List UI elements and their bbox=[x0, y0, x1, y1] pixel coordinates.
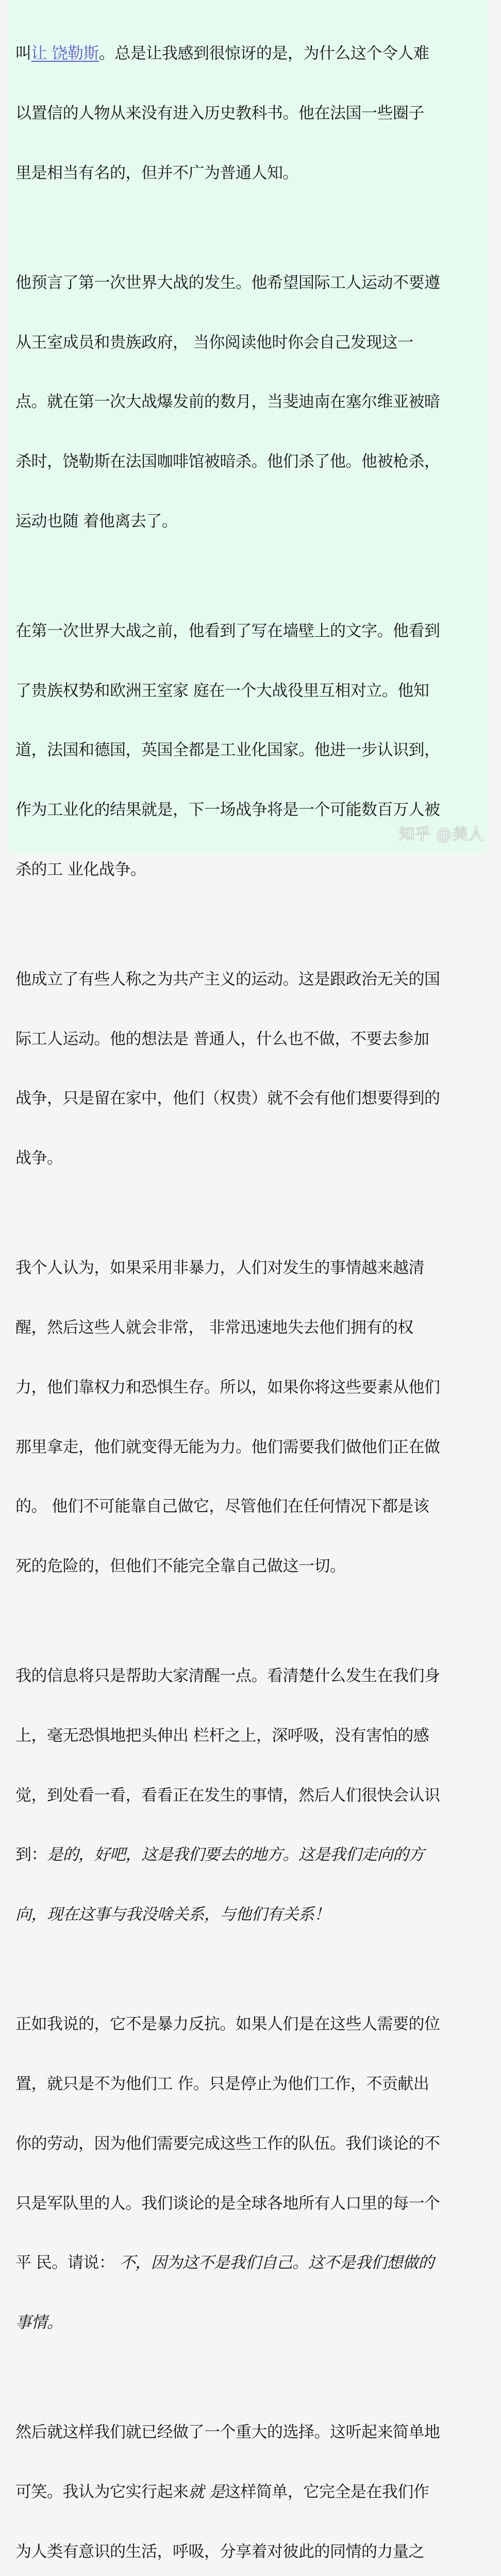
jaures-link[interactable]: 让 饶勒斯 bbox=[31, 44, 99, 63]
paragraph-4-line-1: 他成立了有些人称之为共产主义的运动。这是跟政治无关的国 bbox=[15, 970, 440, 989]
paragraph-7-line-5-text-a: 平 民。请说： bbox=[15, 2253, 120, 2273]
paragraph-8-line-3: 为人类有意识的生活，呼吸，分享着对彼此的同情的力量之 bbox=[15, 2542, 424, 2561]
paragraph-5-line-4: 那里拿走，他们就变得无能为力。他们需要我们做他们正在做 bbox=[15, 1437, 440, 1456]
paragraph-3 bbox=[15, 582, 490, 920]
paragraph-2-line-1: 他预言了第一次世界大战的发生。他希望国际工人运动不要遵 bbox=[15, 273, 440, 292]
paragraph-8 bbox=[15, 2383, 490, 2576]
paragraph-3-line-1: 在第一次世界大战之前，他看到了写在墙壁上的文字。他看到 bbox=[15, 621, 440, 640]
paragraph-6-line-2: 上，毫无恐惧地把头伸出 栏杆之上，深呼吸，没有害怕的感 bbox=[15, 1726, 429, 1745]
paragraph-5-line-5: 的。 他们不可能靠自己做它，尽管他们在任何情况下都是该 bbox=[15, 1497, 429, 1516]
paragraph-8-line-1: 然后就这样我们就已经做了一个重大的选择。这听起来简单地 bbox=[15, 2423, 440, 2442]
paragraph-7-line-4: 只是军队里的人。我们谈论的是全球各地所有人口里的每一个 bbox=[15, 2194, 440, 2213]
paragraph-3-line-4: 作为工业化的结果就是，下一场战争将是一个可能数百万人被 bbox=[15, 801, 440, 820]
paragraph-5-line-2: 醒，然后这些人就会非常， 非常迅速地失去他们拥有的权 bbox=[15, 1318, 413, 1337]
paragraph-1-line-3: 里是相当有名的，但并不广为普通人知。 bbox=[15, 163, 298, 182]
paragraph-8-line-2-text-a: 可笑。我认为它实行起来 bbox=[15, 2482, 189, 2501]
paragraph-1-line-2: 以置信的人物从来没有进入历史教科书。他在法国一些圈子 bbox=[15, 104, 424, 123]
paragraph-4-line-4: 战争。 bbox=[15, 1149, 63, 1168]
paragraph-3-line-3: 道，法国和德国，英国全都是工业化国家。他进一步认识到， bbox=[15, 741, 440, 760]
paragraph-8-line-2-text-c: 这样简单，它完全是在我们作 bbox=[224, 2482, 429, 2501]
paragraph-4-line-2: 际工人运动。他的想法是 普通人，什么也不做，不要去参加 bbox=[15, 1029, 429, 1048]
paragraph-6-line-4 bbox=[15, 1845, 490, 1865]
paragraph-1-line-1-text-b: 。总是让我感到很惊讶的是，为什么这个令人难 bbox=[98, 44, 429, 63]
paragraph-6-italic-quote-a: 是的，好吧，这是我们要去的地方。这是我们走向的方 bbox=[47, 1845, 424, 1865]
paragraph-6 bbox=[15, 1626, 490, 1964]
paragraph-7-line-3: 你的劳动，因为他们需要完成这些工作的队伍。我们谈论的不 bbox=[15, 2134, 440, 2153]
paragraph-3-line-2: 了贵族权势和欧洲王室家 庭在一个大战役里互相对立。他知 bbox=[15, 681, 429, 700]
paragraph-8-italic-emphasis: 就 是 bbox=[188, 2482, 225, 2501]
zhihu-watermark: 知乎 @美人 bbox=[399, 825, 485, 843]
paragraph-5 bbox=[15, 1218, 490, 1616]
paragraph-2-line-4: 杀时，饶勒斯在法国咖啡馆被暗杀。他们杀了他。他被枪杀， bbox=[15, 452, 440, 471]
paragraph-2-line-2: 从王室成员和贵族政府， 当你阅读他时你会自己发现这一 bbox=[15, 333, 413, 352]
paragraph-7-line-2: 置，就只是不为他们工 作。只是停止为他们工作，不贡献出 bbox=[15, 2074, 429, 2093]
paragraph-5-line-1: 我个人认为，如果采用非暴力，人们对发生的事情越来越清 bbox=[15, 1259, 424, 1278]
paragraph-7-line-1: 正如我说的，它不是暴力反抗。如果人们是在这些人需要的位 bbox=[15, 2015, 440, 2034]
paragraph-7 bbox=[15, 1975, 490, 2372]
paragraph-5-line-3: 力，他们靠权力和恐惧生存。所以，如果你将这些要素从他们 bbox=[15, 1378, 440, 1397]
paragraph-2-line-5: 运动也随 着他离去了。 bbox=[15, 512, 178, 531]
paragraph-3-line-5: 杀的工 业化战争。 bbox=[15, 860, 146, 879]
paragraph-2 bbox=[15, 233, 490, 571]
paragraph-7-italic-quote-a: 不，因为这不是我们自己。这不是我们想做的 bbox=[119, 2253, 434, 2273]
paragraph-1 bbox=[15, 4, 490, 223]
paragraph-6-line-1: 我的信息将只是帮助大家清醒一点。看清楚什么发生在我们身 bbox=[15, 1667, 440, 1686]
paragraph-1-line-1 bbox=[15, 44, 490, 64]
paragraph-2-line-3: 点。就在第一次大战爆发前的数月，当斐迪南在塞尔维亚被暗 bbox=[15, 393, 440, 412]
paragraph-4 bbox=[15, 930, 490, 1208]
paragraph-6-line-3: 觉，到处看一看，看看正在发生的事情，然后人们很快会认识 bbox=[15, 1786, 440, 1805]
paragraph-6-italic-quote-b: 向，现在这事与我没啥关系，与他们有关系！ bbox=[15, 1905, 330, 1924]
paragraph-6-line-4-text-a: 到： bbox=[15, 1845, 47, 1865]
paragraph-5-line-6: 死的危险的，但他们不能完全靠自己做这一切。 bbox=[15, 1557, 346, 1576]
paragraph-8-line-2 bbox=[15, 2482, 490, 2502]
article-body bbox=[15, 4, 490, 2576]
paragraph-1-line-1-text-a: 叫 bbox=[15, 44, 31, 63]
paragraph-4-line-3: 战争，只是留在家中，他们（权贵）就不会有他们想要得到的 bbox=[15, 1089, 440, 1108]
paragraph-7-line-5 bbox=[15, 2253, 490, 2273]
paragraph-7-italic-quote-b: 事情。 bbox=[15, 2313, 63, 2332]
